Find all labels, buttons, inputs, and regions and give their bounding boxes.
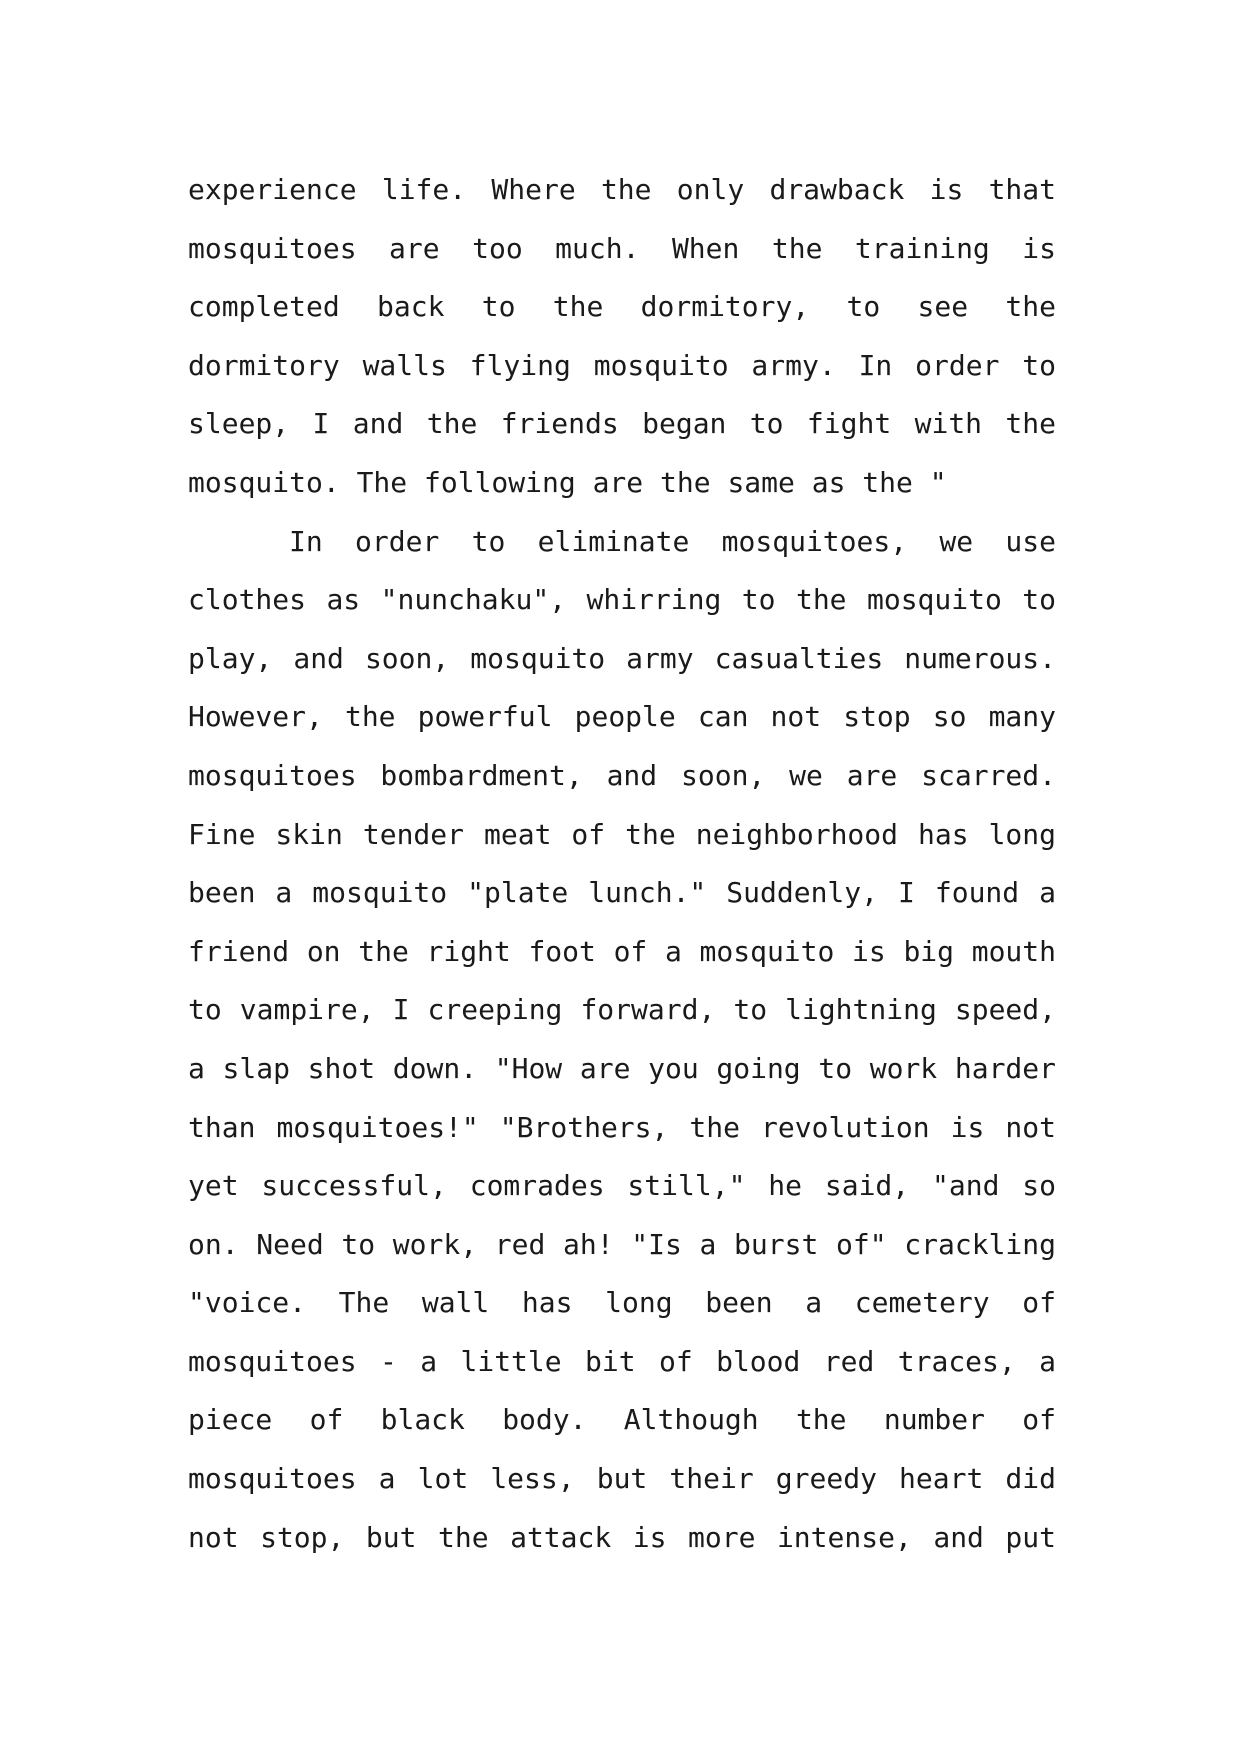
- text-line: to vampire, I creeping forward, to lightning speed,: [188, 993, 1056, 1027]
- text-line: Fine skin tender meat of the neighborhood has long: [188, 817, 1056, 851]
- text-line: piece of black body. Although the number of: [188, 1403, 1056, 1437]
- text-line: dormitory walls flying mosquito army. In order to: [188, 348, 1056, 382]
- text-line: friend on the right foot of a mosquito is big mouth: [188, 934, 1056, 968]
- text-line: than mosquitoes!" "Brothers, the revolution is not: [188, 1110, 1056, 1144]
- text-line: yet successful, comrades still," he said, "and so: [188, 1169, 1056, 1203]
- text-line: "voice. The wall has long been a cemetery of: [188, 1286, 1056, 1320]
- text-line: been a mosquito "plate lunch." Suddenly, I found a: [188, 876, 1056, 910]
- text-line: not stop, but the attack is more intense, and put: [188, 1520, 1056, 1554]
- paragraph-2: [188, 513, 1056, 1568]
- text-line: mosquitoes a lot less, but their greedy heart did: [188, 1462, 1056, 1496]
- paragraph-1: [188, 161, 1056, 513]
- text-line: mosquito. The following are the same as the ": [188, 465, 947, 499]
- text-line: a slap shot down. "How are you going to work harder: [188, 1051, 1056, 1085]
- text-line: experience life. Where the only drawback is that: [188, 173, 1056, 206]
- text-line: on. Need to work, red ah! "Is a burst of" crackling: [188, 1227, 1056, 1261]
- text-line: mosquitoes are too much. When the training is: [188, 231, 1056, 265]
- text-line: clothes as "nunchaku", whirring to the mosquito to: [188, 583, 1056, 617]
- text-line: mosquitoes bombardment, and soon, we are scarred.: [188, 758, 1056, 792]
- text-line: play, and soon, mosquito army casualties numerous.: [188, 641, 1056, 675]
- text-line: However, the powerful people can not stop so many: [188, 700, 1056, 734]
- document-body: [188, 161, 1056, 1567]
- text-line: sleep, I and the friends began to fight with the: [188, 407, 1056, 441]
- text-line: mosquitoes - a little bit of blood red traces, a: [188, 1344, 1056, 1378]
- text-line: completed back to the dormitory, to see the: [188, 290, 1056, 324]
- text-line: In order to eliminate mosquitoes, we use: [289, 524, 1056, 558]
